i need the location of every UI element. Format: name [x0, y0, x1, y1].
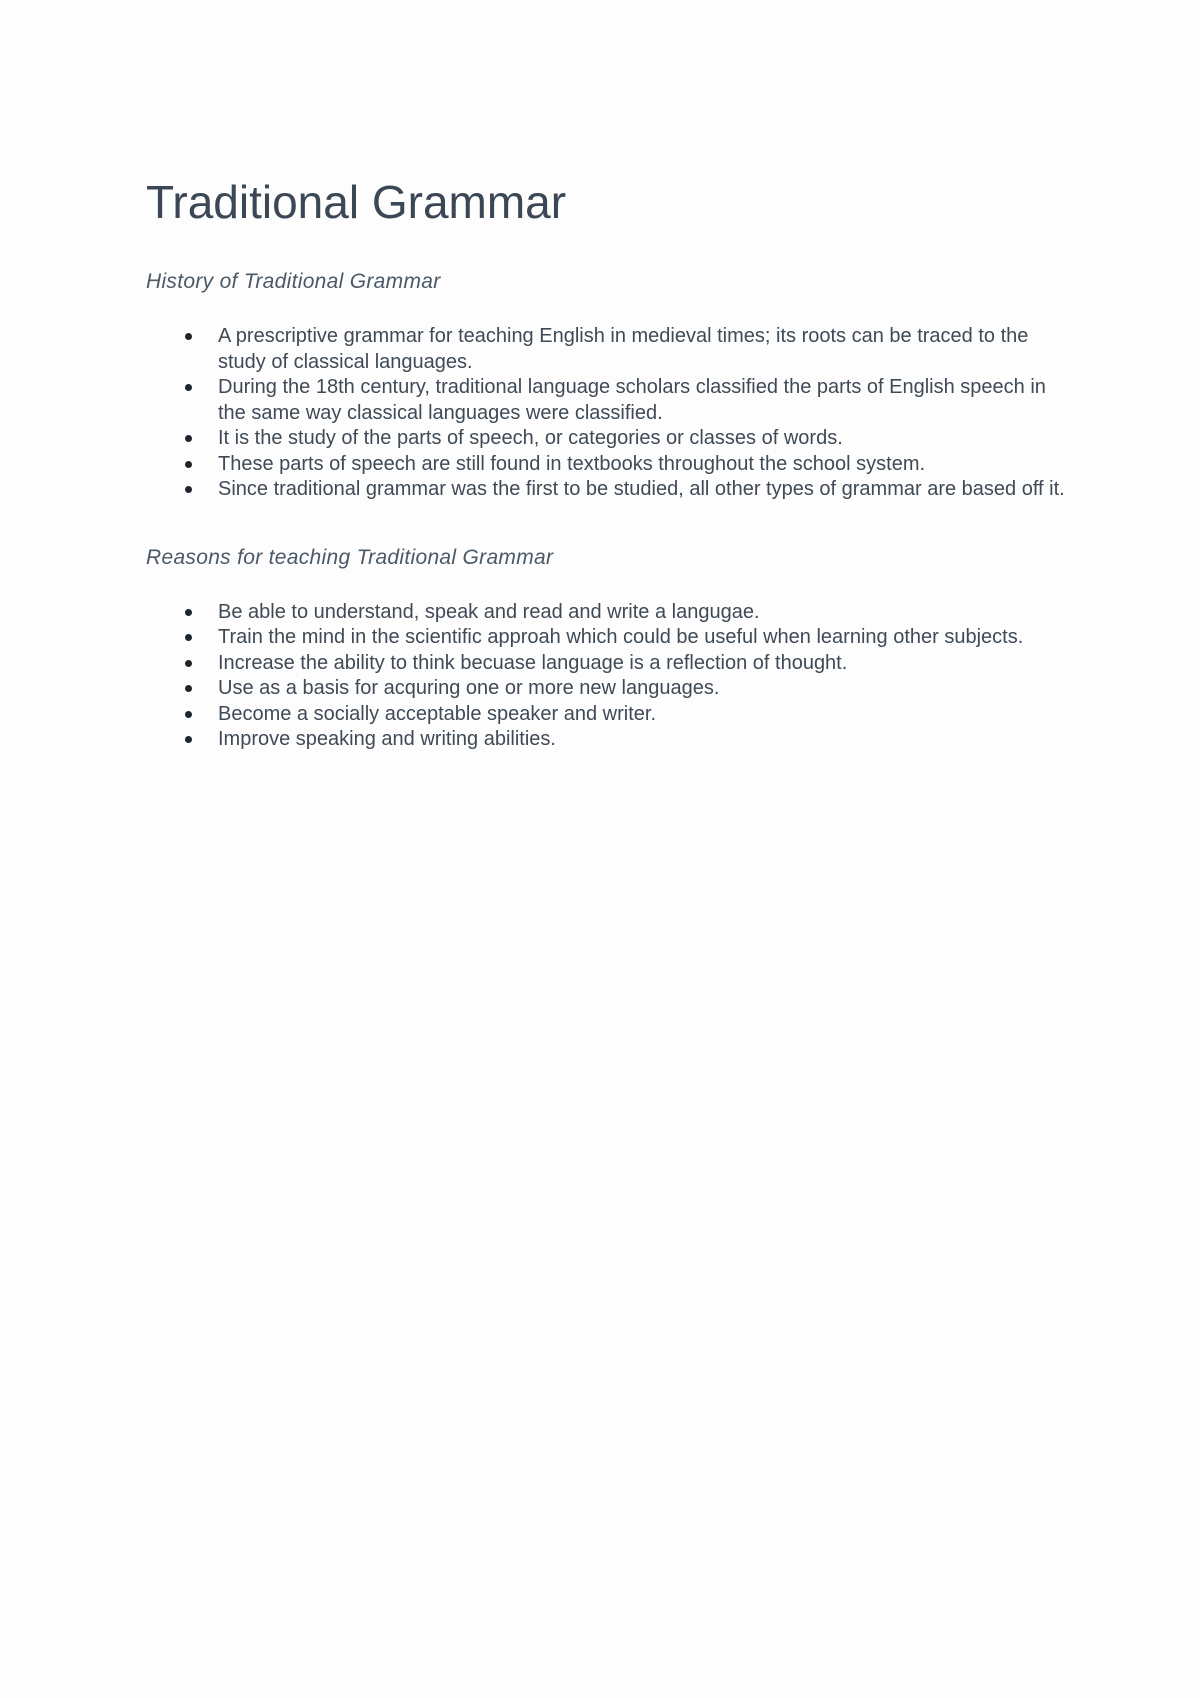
list-item-text: Become a socially acceptable speaker and writer. — [218, 702, 657, 725]
section-heading-history: History of Traditional Grammar — [146, 270, 441, 293]
list-item — [146, 651, 1066, 677]
bullet-icon — [185, 609, 192, 616]
list-item — [146, 676, 1066, 702]
reasons-bullet-list — [146, 600, 1066, 753]
list-item-text: These parts of speech are still found in textbooks throughout the school system. — [218, 452, 926, 475]
list-item — [146, 727, 1066, 753]
bullet-icon — [185, 486, 192, 493]
list-item — [146, 426, 1066, 452]
list-item — [146, 702, 1066, 728]
list-item-text: Be able to understand, speak and read and write a langugae. — [218, 600, 760, 623]
bullet-icon — [185, 435, 192, 442]
list-item — [146, 477, 1066, 503]
bullet-icon — [185, 660, 192, 667]
list-item-text: Use as a basis for acquring one or more new languages. — [218, 677, 720, 699]
section-heading-reasons: Reasons for teaching Traditional Grammar — [146, 545, 554, 569]
list-item — [146, 324, 1066, 375]
bullet-icon — [185, 333, 192, 340]
list-item-text: A prescriptive grammar for teaching English in medieval times; its roots can be traced to the study of classical languages. — [218, 325, 1029, 373]
list-item-text: During the 18th century, traditional language scholars classified the parts of English speech in the same way classical languages were classified. — [218, 376, 1046, 424]
list-item-text: Train the mind in the scientific approah which could be useful when learning other subjects. — [218, 626, 1024, 648]
list-item — [146, 625, 1066, 651]
list-item — [146, 452, 1066, 478]
document-content — [146, 174, 1066, 753]
list-item-text: It is the study of the parts of speech, or categories or classes of words. — [218, 427, 843, 449]
bullet-icon — [185, 711, 192, 718]
list-item-text: Improve speaking and writing abilities. — [218, 728, 556, 750]
bullet-icon — [185, 461, 192, 468]
list-item-text: Increase the ability to think becuase language is a reflection of thought. — [218, 651, 848, 674]
bullet-icon — [185, 634, 192, 641]
list-item — [146, 375, 1066, 426]
bullet-icon — [185, 685, 192, 692]
bullet-icon — [185, 736, 192, 743]
bullet-icon — [185, 384, 192, 391]
list-item — [146, 600, 1066, 626]
list-item-text: Since traditional grammar was the first to be studied, all other types of grammar are based off it. — [218, 478, 1065, 500]
history-bullet-list — [146, 324, 1066, 503]
document-title: Traditional Grammar — [146, 176, 567, 228]
